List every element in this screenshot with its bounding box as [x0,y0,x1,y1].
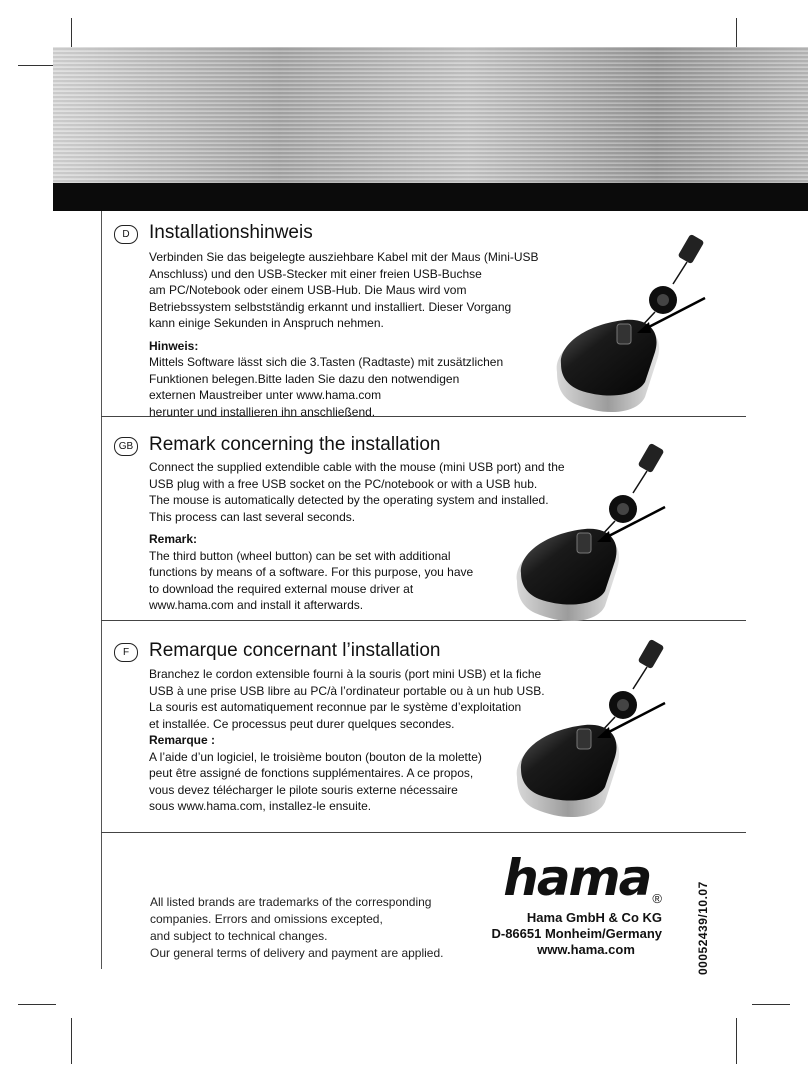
note-title: Remarque : [149,733,216,747]
company-address: D-86651 Monheim/Germany [491,926,662,941]
note-line: sous www.hama.com, installez-le ensuite. [149,799,372,813]
document-code: 00052439/10.07 [696,881,710,975]
logo-text: hama [503,849,651,907]
body-line: The mouse is automatically detected by the operating system and installed. [149,493,549,507]
note-line: Funktionen belegen.Bitte laden Sie dazu den notwendigen [149,371,460,386]
registered-mark: ® [652,891,662,906]
note-line: vous devez télécharger le pilote souris externe nécessaire [149,782,458,797]
section-title: Remark concerning the installation [149,434,441,455]
body-line: Betriebssystem selbstständig erkannt und installiert. Dieser Vorgang [149,299,512,314]
note-line: herunter und installieren ihn anschließend. [149,404,376,419]
mouse-illustration-gb [505,441,680,636]
body-line: Branchez le cordon extensible fourni à la souris (port mini USB) et la fiche [149,667,542,681]
note-line: peut être assigné de fonctions supplémentaires. A ce propos, [149,766,474,780]
body-line: et installée. Ce processus peut durer quelques secondes. [149,716,455,731]
crop-mark [736,1018,737,1064]
body-line: Connect the supplied extendible cable with the mouse (mini USB port) and the [149,460,565,474]
body-line: am PC/Notebook oder einem USB-Hub. Die Maus wird vom [149,283,467,297]
note-line: Mittels Software lässt sich die 3.Tasten (Radtaste) mit zusätzlichen [149,355,504,369]
company-website: www.hama.com [537,942,635,957]
note-line: The third button (wheel button) can be set with additional [149,548,451,563]
language-badge-de: D [114,225,138,244]
company-block [450,910,662,958]
body-line: Verbinden Sie das beigelegte ausziehbare Kabel mit der Maus (Mini-USB [149,250,539,264]
disclaimer-line: Our general terms of delivery and payment are applied. [150,946,444,960]
disclaimer-line: companies. Errors and omissions excepted, [150,912,383,926]
crop-mark [18,1004,56,1005]
body-line: kann einige Sekunden in Anspruch nehmen. [149,316,384,330]
crop-mark [18,65,56,66]
note-line: functions by means of a software. For this purpose, you have [149,565,474,579]
note-title: Remark: [149,532,198,546]
note-title: Hinweis: [149,338,199,353]
disclaimer-line: All listed brands are trademarks of the corresponding [150,895,432,909]
body-line: USB plug with a free USB socket on the PC/notebook or with a USB hub. [149,476,538,491]
disclaimer-line: and subject to technical changes. [150,929,328,943]
body-line: La souris est automatiquement reconnue par le système d’exploitation [149,700,522,714]
mouse-body-icon [517,725,619,817]
note-line: to download the required external mouse driver at [149,581,414,596]
footer-disclaimer [150,894,444,962]
mouse-body-icon [517,529,619,621]
section-title: Installationshinweis [149,222,313,243]
note-line: www.hama.com and install it afterwards. [149,598,364,612]
section-body [149,249,539,420]
mouse-illustration-de [545,232,720,427]
mouse-illustration-fr [505,637,680,832]
crop-mark [752,1004,790,1005]
body-line: This process can last several seconds. [149,509,356,524]
company-name: Hama GmbH & Co KG [526,910,662,925]
header-black-bar [53,183,808,211]
body-line: Anschluss) und den USB-Stecker mit einer freien USB-Buchse [149,266,482,281]
header-metal-band [53,47,808,183]
language-badge-gb: GB [114,437,138,456]
section-divider [101,832,746,833]
mouse-body-icon [557,320,659,412]
section-title: Remarque concernant l’installation [149,640,441,661]
hama-logo [462,850,662,906]
note-line: A l’aide d’un logiciel, le troisième bouton (bouton de la molette) [149,749,482,764]
note-line: externen Maustreiber unter www.hama.com [149,388,382,402]
body-line: USB à une prise USB libre au PC/à l’ordinateur portable ou à un hub USB. [149,683,545,698]
section-body [149,459,565,614]
language-badge-fr: F [114,643,138,662]
crop-mark [71,1018,72,1064]
section-body [149,666,545,815]
